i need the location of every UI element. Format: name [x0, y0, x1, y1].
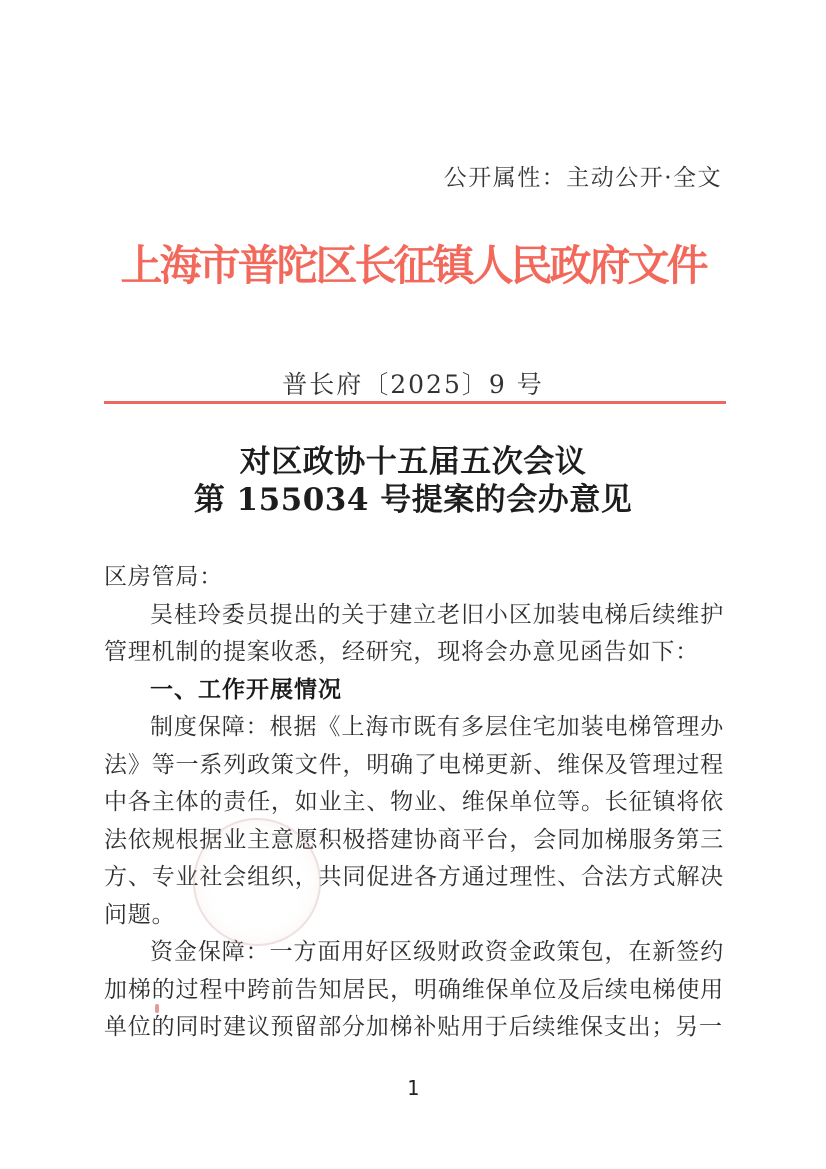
seal-bleedthrough-mark	[193, 818, 321, 946]
scan-artifact-speck	[155, 1004, 159, 1013]
page-number: 1	[406, 1076, 420, 1100]
section-heading: 一、工作开展情况	[150, 676, 342, 703]
disclosure-attribute: 公开属性：主动公开·全文	[443, 165, 722, 191]
document-title	[0, 443, 826, 519]
document-body	[104, 559, 724, 1047]
paragraph-funding-guarantee: 资金保障：一方面用好区级财政资金政策包，在新签约加梯的过程中跨前告知居民，明确维保单位及后续电梯使用单位的同时建议预留部分加梯补贴用于后续维保支出；另一	[104, 939, 724, 1040]
red-divider-line	[104, 401, 726, 404]
letterhead-title: 上海市普陀区长征镇人民政府文件	[120, 241, 706, 290]
document-title-line1: 对区政协十五届五次会议	[239, 444, 587, 480]
paragraph-institutional-guarantee: 制度保障：根据《上海市既有多层住宅加装电梯管理办法》等一系列政策文件，明确了电梯更新、维保及管理过程中各主体的责任，如业主、物业、维保单位等。长征镇将依法依规根据业主意愿积极搭建协商平台，会同加梯服务第三方、专业社会组织，共同促进各方通过理性、合法方式解决问题。	[104, 714, 724, 928]
document-title-line2: 第 155034 号提案的会办意见	[193, 482, 633, 518]
document-number: 普长府〔2025〕9 号	[282, 370, 544, 399]
intro-paragraph: 吴桂玲委员提出的关于建立老旧小区加装电梯后续维护管理机制的提案收悉，经研究，现将会办意见函告如下：	[104, 601, 724, 665]
salutation: 区房管局：	[104, 564, 223, 590]
